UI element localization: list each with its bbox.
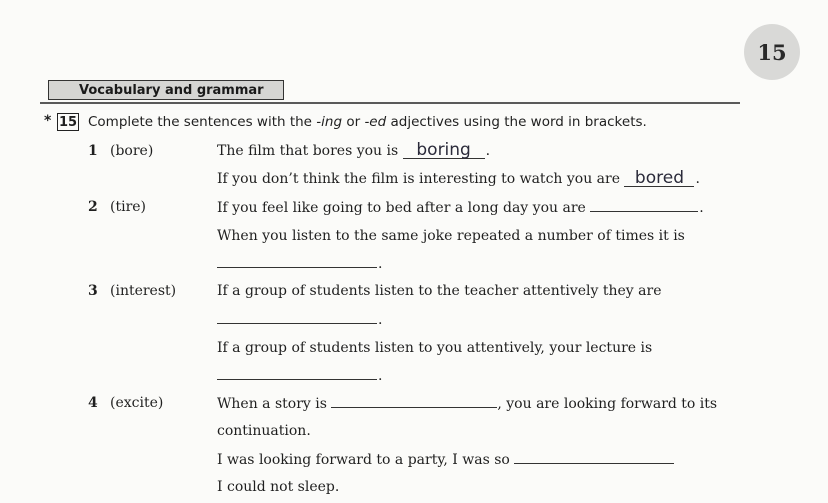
section-title: Vocabulary and grammar: [48, 80, 284, 100]
sentence-continuation: .: [217, 367, 382, 384]
exercise-number: 15: [58, 114, 78, 130]
answer-field[interactable]: [217, 367, 377, 380]
sentence: If you don’t think the film is interesting to watch you are bored .: [217, 168, 700, 188]
answer-field[interactable]: [217, 311, 377, 324]
answer-field[interactable]: boring: [403, 143, 485, 159]
item-number: 2: [88, 199, 98, 215]
item-root-word: (bore): [110, 143, 154, 159]
item-number: 4: [88, 395, 98, 411]
page-number: 15: [744, 24, 800, 80]
answer-field[interactable]: [590, 199, 698, 212]
exercise-instruction: Complete the sentences with the -ing or -ed adjectives using the word in brackets.: [88, 114, 647, 130]
section-divider: [40, 102, 740, 104]
sentence-continuation: continuation.: [217, 423, 311, 439]
sentence: When a story is , you are looking forward to its: [217, 396, 718, 412]
answer-field[interactable]: [514, 451, 674, 464]
item-root-word: (tire): [110, 199, 147, 215]
sentence-continuation: .: [217, 255, 382, 272]
sentence-continuation: I could not sleep.: [217, 479, 340, 495]
sentence: I was looking forward to a party, I was so: [217, 451, 674, 468]
difficulty-star: *: [44, 113, 52, 129]
sentence: The film that bores you is boring .: [217, 140, 491, 160]
answer-field[interactable]: [331, 395, 497, 408]
sentence-continuation: .: [217, 311, 382, 328]
item-root-word: (interest): [110, 283, 177, 299]
item-number: 3: [88, 283, 98, 299]
answer-field[interactable]: bored: [624, 171, 694, 187]
answer-field[interactable]: [217, 255, 377, 268]
sentence: If a group of students listen to the teacher attentively they are: [217, 283, 662, 299]
item-number: 1: [88, 143, 98, 159]
sentence: If you feel like going to bed after a long day you are .: [217, 200, 704, 216]
item-root-word: (excite): [110, 395, 164, 411]
sentence: If a group of students listen to you attentively, your lecture is: [217, 340, 653, 356]
sentence: When you listen to the same joke repeated a number of times it is: [217, 228, 685, 244]
